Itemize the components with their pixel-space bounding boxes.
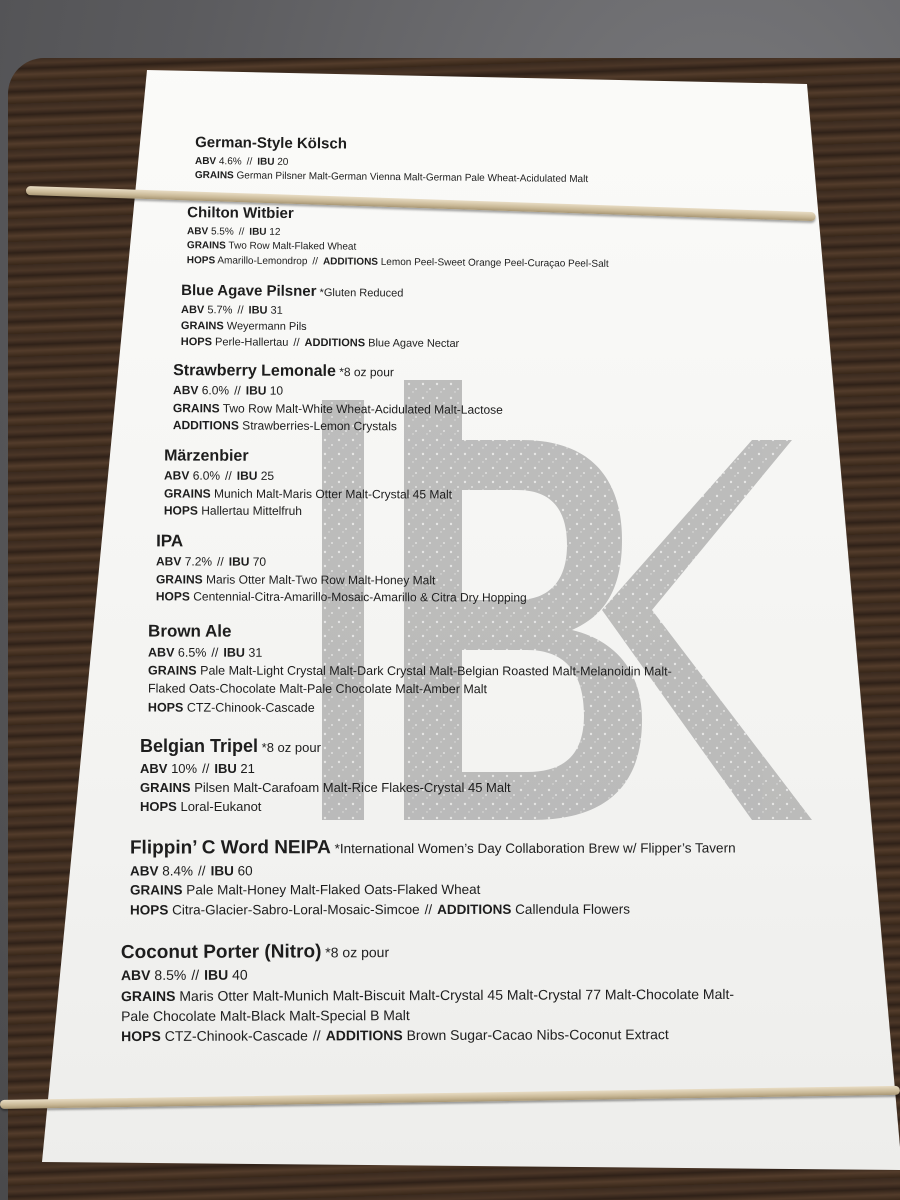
grains-value: Two Row Malt-White Wheat-Acidulated Malt-Lactose [222,401,503,417]
ibu-value: 31 [248,645,263,660]
hops-value: Perle-Hallertau [215,336,289,349]
abv-value: 6.0% [201,383,230,398]
grains-value: Maris Otter Malt-Two Row Malt-Honey Malt [205,572,436,588]
grains-value: Pale Malt-Honey Malt-Flaked Oats-Flaked Wheat [186,882,481,898]
separator: // [424,901,433,917]
beer-name: Coconut Porter (Nitro) [120,941,322,964]
beer-note: *International Women’s Day Collaboration Brew w/ Flipper’s Tavern [334,840,736,857]
grains-value-continued: Flaked Oats-Chocolate Malt-Pale Chocolate Malt-Amber Malt [147,681,488,697]
abv-label: ABV [140,760,168,776]
separator: // [312,255,319,267]
hops-label: HOPS [163,503,198,518]
ibu-value: 31 [270,304,283,317]
ibu-label: IBU [223,645,245,660]
ibu-label: IBU [210,862,234,878]
ibu-value: 40 [232,966,248,983]
separator: // [293,336,300,349]
ibu-label: IBU [236,469,258,484]
abv-value: 6.5% [177,645,207,660]
grains-label: GRAINS [147,663,197,678]
additions-label: ADDITIONS [172,418,239,433]
beer-name: German-Style Kölsch [195,133,347,153]
beer-item [173,362,503,436]
additions-label: ADDITIONS [437,901,512,917]
beer-name: Blue Agave Pilsner [181,282,317,300]
hops-value: CTZ-Chinook-Cascade [186,700,315,715]
additions-label: ADDITIONS [325,1027,403,1044]
hops-value: Hallertau Mittelfruh [201,503,303,519]
beer-item [187,206,609,272]
beer-note: *8 oz pour [261,740,321,755]
hops-value: Amarillo-Lemondrop [217,254,308,267]
grains-label: GRAINS [155,572,203,587]
abv-label: ABV [156,554,182,569]
abv-label: ABV [164,468,190,483]
ibu-label: IBU [257,156,275,168]
abv-label: ABV [173,383,199,398]
hops-value: Centennial-Citra-Amarillo-Mosaic-Amarillo & Citra Dry Hopping [193,589,527,605]
ibu-value: 20 [277,156,289,168]
hops-label: HOPS [130,902,169,918]
abv-value: 4.6% [218,155,242,167]
separator: // [237,304,244,317]
ibu-label: IBU [248,304,268,317]
separator: // [238,226,245,238]
ibu-label: IBU [228,555,250,570]
additions-value: Lemon Peel-Sweet Orange Peel-Curaçao Peel-Salt [380,256,609,270]
ibu-value: 12 [269,226,281,238]
hops-label: HOPS [121,1028,161,1045]
grains-label: GRAINS [163,486,211,501]
hops-label: HOPS [147,700,184,715]
ibu-value: 21 [240,760,255,776]
separator: // [234,383,241,398]
abv-label: ABV [120,967,151,984]
hops-label: HOPS [186,254,216,266]
grains-label: GRAINS [194,169,234,182]
additions-label: ADDITIONS [322,255,379,268]
abv-value: 7.2% [184,554,213,569]
beer-item [181,283,460,353]
beer-name: Flippin’ C Word NEIPA [129,837,331,859]
grains-value: Weyermann Pils [226,320,307,333]
abv-value: 8.5% [154,967,187,984]
separator: // [217,554,224,569]
hops-value: Loral-Eukanot [180,798,262,814]
grains-label: GRAINS [180,319,224,333]
grains-label: GRAINS [120,987,176,1004]
abv-value: 8.4% [162,862,194,879]
hops-label: HOPS [140,798,177,814]
beer-name: Märzenbier [164,447,249,465]
beer-name: Chilton Witbier [187,204,294,223]
abv-label: ABV [181,303,205,317]
beer-item [121,941,734,1047]
ibu-label: IBU [245,383,267,399]
beer-name: Brown Ale [148,621,232,641]
grains-label: GRAINS [172,400,220,416]
hops-label: HOPS [180,335,213,349]
additions-value: Blue Agave Nectar [368,337,460,350]
beer-note: *8 oz pour [325,944,390,961]
beer-note: *8 oz pour [339,365,394,380]
ibu-value: 25 [260,469,275,484]
additions-label: ADDITIONS [304,336,366,350]
additions-value: Callendula Flowers [515,901,631,917]
abv-label: ABV [194,155,217,167]
abv-value: 10% [171,760,198,776]
grains-label: GRAINS [130,882,183,898]
abv-label: ABV [187,225,209,237]
beer-note: *Gluten Reduced [319,286,404,300]
grains-value: Munich Malt-Maris Otter Malt-Crystal 45 Malt [213,486,453,502]
grains-value: Two Row Malt-Flaked Wheat [228,240,357,253]
ibu-value: 10 [269,384,284,399]
beer-item [130,837,736,919]
ibu-value: 60 [237,862,253,878]
beer-name: Belgian Tripel [140,736,259,756]
separator: // [198,862,206,878]
separator: // [246,155,253,168]
beer-item [164,447,452,521]
separator: // [211,645,219,660]
hops-value: CTZ-Chinook-Cascade [164,1027,308,1045]
grains-value: Pilsen Malt-Carafoam Malt-Rice Flakes-Crystal 45 Malt [194,779,511,795]
grains-label: GRAINS [186,240,226,252]
abv-label: ABV [148,645,175,660]
grains-value: German Pilsner Malt-German Vienna Malt-German Pale Wheat-Acidulated Malt [236,170,589,186]
additions-value: Strawberries-Lemon Crystals [242,418,397,434]
separator: // [202,760,210,776]
abv-label: ABV [129,863,159,879]
beer-name: Strawberry Lemonale [173,362,336,380]
grains-value-continued: Pale Chocolate Malt-Black Malt-Special B Malt [121,1006,410,1024]
beer-item [156,532,527,607]
grains-value: Pale Malt-Light Crystal Malt-Dark Crystal Malt-Belgian Roasted Malt-Melanoidin Malt- [200,663,672,679]
separator: // [312,1027,321,1044]
hops-value: Citra-Glacier-Sabro-Loral-Mosaic-Simcoe [172,901,420,918]
ibu-label: IBU [204,966,229,984]
beer-item [140,737,511,816]
separator: // [191,967,200,984]
beer-name: IPA [156,531,184,551]
separator: // [225,469,232,484]
ibu-label: IBU [214,760,237,776]
abv-value: 5.5% [210,225,234,238]
grains-value: Maris Otter Malt-Munich Malt-Biscuit Malt-Crystal 45 Malt-Crystal 77 Malt-Chocolate Malt- [179,985,735,1004]
beer-item [194,133,589,188]
beer-item [148,623,672,718]
ibu-value: 70 [252,555,267,570]
ibu-label: IBU [249,226,267,238]
additions-value: Brown Sugar-Cacao Nibs-Coconut Extract [406,1026,669,1044]
hops-label: HOPS [155,589,190,604]
abv-value: 6.0% [192,469,221,484]
abv-value: 5.7% [207,304,233,317]
grains-label: GRAINS [140,779,191,795]
